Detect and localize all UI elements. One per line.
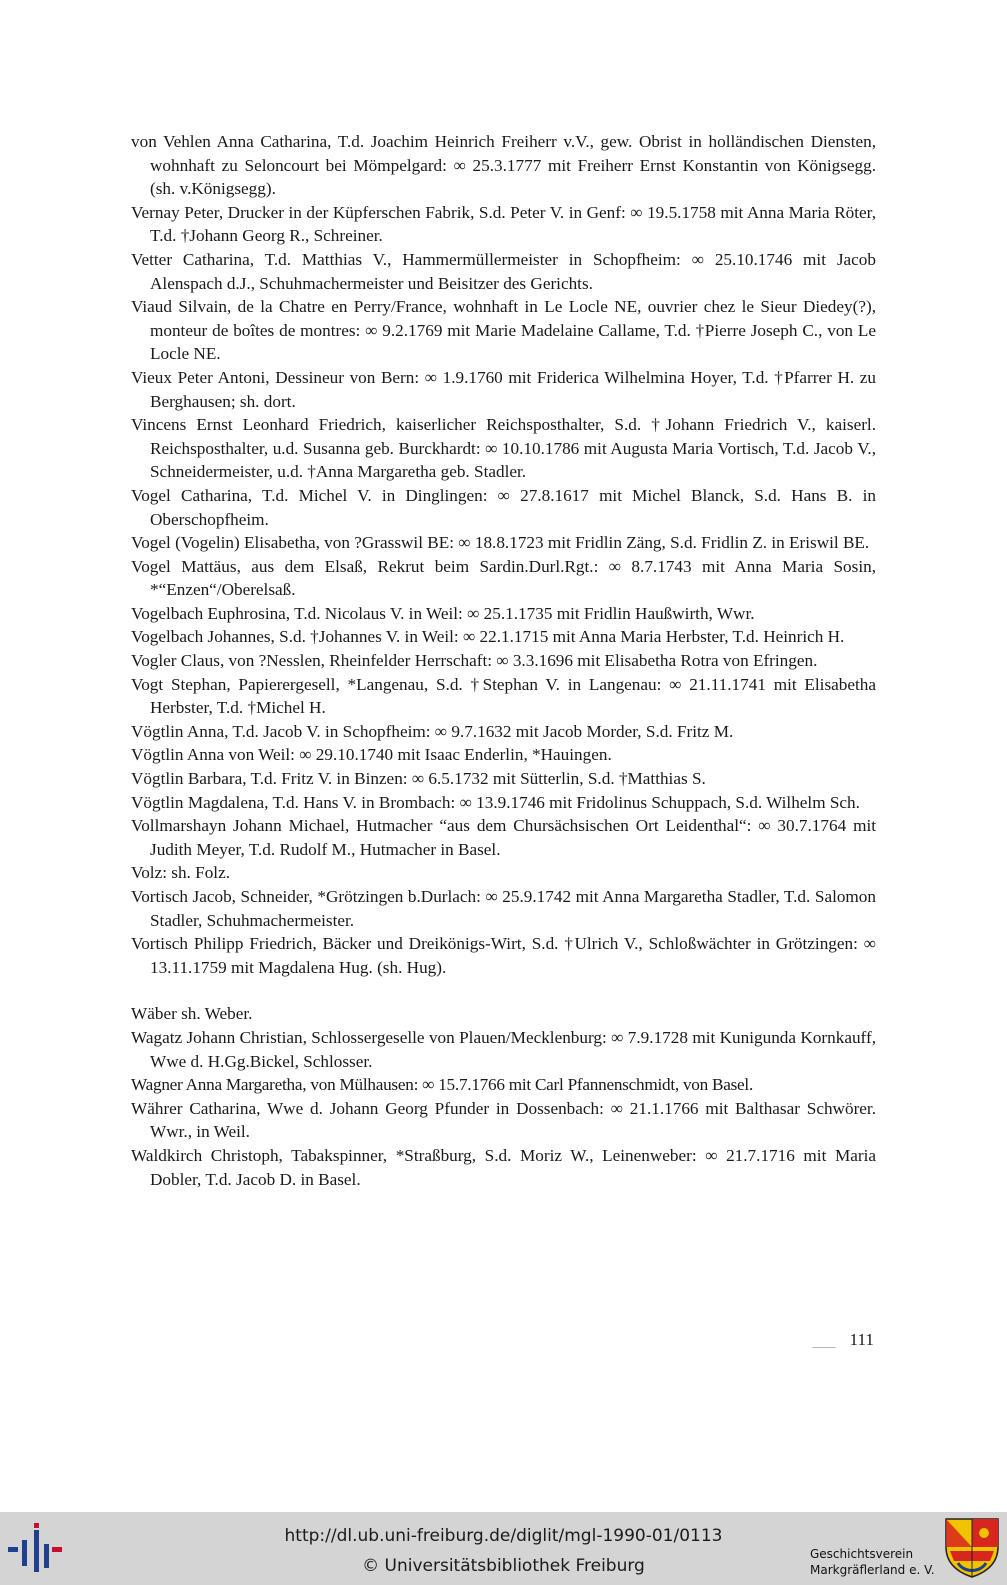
- society-name-line1: Geschichtsverein: [810, 1547, 914, 1561]
- entry: Vögtlin Anna, T.d. Jacob V. in Schopfheim: ∞ 9.7.1632 mit Jacob Morder, S.d. Fritz M.: [131, 721, 734, 741]
- entry: Vogler Claus, von ?Nesslen, Rheinfelder Herrschaft: ∞ 3.3.1696 mit Elisabetha Rotra von Efringen.: [131, 651, 818, 671]
- entry: Vogel Catharina, T.d. Michel V. in Dinglingen: ∞ 27.8.1617 mit Michel Blanck, S.d. Hans B. in Oberschopfheim.: [131, 485, 876, 529]
- footer-bar: [0, 1512, 1007, 1585]
- page-number-text: 111: [849, 1330, 874, 1349]
- entry: Waldkirch Christoph, Tabakspinner, *Straßburg, S.d. Moriz W., Leinenweber: ∞ 21.7.1716 mit Maria Dobler, T.d. Jacob D. in Basel.: [131, 1145, 876, 1189]
- entry: Volz: sh. Folz.: [131, 863, 230, 883]
- entry: Vortisch Jacob, Schneider, *Grötzingen b.Durlach: ∞ 25.9.1742 mit Anna Margaretha Stadler, T.d. Salomon Stadler, Schuhmachermeister.: [131, 887, 876, 930]
- entry: Vetter Catharina, T.d. Matthias V., Hammermüllermeister in Schopfheim: ∞ 25.10.1746 mit Jacob Alenspach d.J., Schuhmachermeister und Beisitzer des Gerichts.: [131, 249, 876, 293]
- entry: Wagatz Johann Christian, Schlossergeselle von Plauen/Mecklenburg: ∞ 7.9.1728 mit Kunigunda Kornkauff, Wwe d. H.Gg.Bickel, Schlosser.: [131, 1027, 876, 1071]
- society-crest-icon: [944, 1517, 1000, 1579]
- page-number-rule: [812, 1347, 836, 1348]
- entry: Wäber sh. Weber.: [131, 1004, 253, 1024]
- entry: Vögtlin Anna von Weil: ∞ 29.10.1740 mit Isaac Enderlin, *Hauingen.: [131, 745, 612, 765]
- entry: Vogelbach Johannes, S.d. †Johannes V. in Weil: ∞ 22.1.1715 mit Anna Maria Herbster, T.d. Heinrich H.: [131, 627, 845, 647]
- entry: von Vehlen Anna Catharina, T.d. Joachim Heinrich Freiherr v.V., gew. Obrist in holländischen Diensten, wohnhaft zu Seloncourt bei Mömpelgard: ∞ 25.3.1777 mit Freiherr Ernst Konstantin von Königsegg. (sh. v.Königsegg).: [131, 132, 876, 199]
- society-name: [810, 1546, 935, 1578]
- entry: Vogt Stephan, Papierergesell, *Langenau, S.d. †Stephan V. in Langenau: ∞ 21.11.1741 mit Elisabetha Herbster, T.d. †Michel H.: [131, 674, 876, 718]
- entry: Vernay Peter, Drucker in der Küpferschen Fabrik, S.d. Peter V. in Genf: ∞ 19.5.1758 mit Anna Maria Röter, T.d. †Johann Georg R., Schreiner.: [131, 202, 876, 246]
- entry: Viaud Silvain, de la Chatre en Perry/France, wohnhaft in Le Locle NE, ouvrier chez le Sieur Diedey(?), monteur de boîtes de montres: ∞ 9.2.1769 mit Marie Madelaine Callame, T.d. †Pierre Joseph C., von Le Locle NE.: [131, 297, 876, 364]
- entry: Vogel (Vogelin) Elisabetha, von ?Grasswil BE: ∞ 18.8.1723 mit Fridlin Zäng, S.d. Fridlin Z. in Eriswil BE.: [131, 533, 870, 553]
- entry: Vögtlin Barbara, T.d. Fritz V. in Binzen: ∞ 6.5.1732 mit Sütterlin, S.d. †Matthias S.: [131, 769, 706, 789]
- entry: Vincens Ernst Leonhard Friedrich, kaiserlicher Reichsposthalter, S.d. †Johann Friedrich V., kaiserl. Reichsposthalter, u.d. Susanna geb. Burckhardt: ∞ 10.10.1786 mit Augusta Maria Vortisch, T.d. Jacob V., Schneidermeister, u.d. †Anna Margaretha geb. Stadler.: [131, 415, 876, 482]
- entry: Vögtlin Magdalena, T.d. Hans V. in Brombach: ∞ 13.9.1746 mit Fridolinus Schuppach, S.d. Wilhelm Sch.: [131, 792, 860, 812]
- society-name-line2: Markgräflerland e. V.: [810, 1563, 935, 1577]
- entry: Vogelbach Euphrosina, T.d. Nicolaus V. in Weil: ∞ 25.1.1735 mit Fridlin Haußwirth, Wwr.: [131, 603, 755, 623]
- entry: Wagner Anna Margaretha, von Mülhausen: ∞ 15.7.1766 mit Carl Pfannenschmidt, von Basel.: [131, 1075, 754, 1095]
- entry: Vogel Mattäus, aus dem Elsaß, Rekrut beim Sardin.Durl.Rgt.: ∞ 8.7.1743 mit Anna Maria Sosin, *“Enzen“/Oberelsaß.: [131, 556, 876, 600]
- entry: Vieux Peter Antoni, Dessineur von Bern: ∞ 1.9.1760 mit Friderica Wilhelmina Hoyer, T.d. †Pfarrer H. zu Berghausen; sh. dort.: [131, 367, 876, 411]
- entry: Vollmarshayn Johann Michael, Hutmacher “aus dem Chursächsischen Ort Leidenthal“: ∞ 30.7.1764 mit Judith Meyer, T.d. Rudolf M., Hutmacher in Basel.: [131, 816, 876, 859]
- entry: Vortisch Philipp Friedrich, Bäcker und Dreikönigs-Wirt, S.d. †Ulrich V., Schloßwächter in Grötzingen: ∞ 13.11.1759 mit Magdalena Hug. (sh. Hug).: [131, 934, 876, 977]
- footer-copyright: © Universitätsbibliothek Freiburg: [362, 1556, 645, 1576]
- page-number: [812, 1330, 874, 1350]
- footer-url-link[interactable]: http://dl.ub.uni-freiburg.de/diglit/mgl-1990-01/0113: [284, 1526, 723, 1546]
- entry: Währer Catharina, Wwe d. Johann Georg Pfunder in Dossenbach: ∞ 21.1.1766 mit Balthasar Schwörer. Wwr., in Weil.: [131, 1098, 876, 1142]
- section-gap: [131, 979, 876, 1002]
- document-body: [131, 130, 876, 1191]
